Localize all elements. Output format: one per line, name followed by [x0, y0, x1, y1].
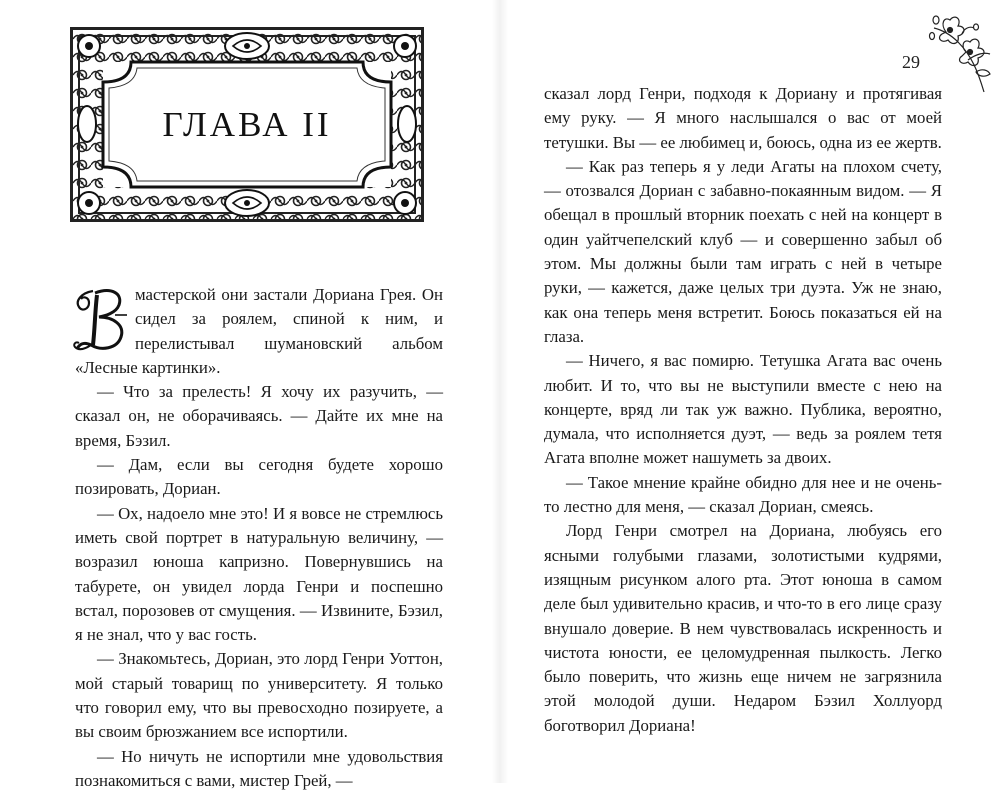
left-page-text	[75, 283, 443, 793]
chapter-heading-frame	[70, 27, 424, 222]
left-page	[0, 0, 500, 790]
paragraph-2: — Что за прелесть! Я хочу их разучить, — сказал он, не оборачиваясь. — Дайте их мне на время, Бэзил.	[75, 382, 443, 450]
paragraph-10: — Такое мнение крайне обидно для нее и не очень-то лестно для меня, — сказал Дориан, смеясь.	[544, 472, 942, 517]
page-number: 29	[902, 52, 920, 72]
paragraph-6: — Но ничуть не испортили мне удовольствия познакомиться с вами, мистер Грей, —	[75, 746, 443, 790]
paragraph-11: Лорд Генри смотрел на Дориана, любуясь его ясными голубыми глазами, золотистыми кудрями, изящным рисунком алого рта. Этот юноша в самом деле был удивительно красив, и что-то в его лице сразу внушало доверие. В нем чувствовалась искренность и чистота юности, ее целомудренная пылкость. Легко было поверить, что жизнь еще ничем не загрязнила этой молодой души. Недаром Бэзил Холлуорд боготворил Дориана!	[544, 521, 942, 735]
right-page-text	[544, 82, 942, 738]
paragraph-5: — Знакомьтесь, Дориан, это лорд Генри Уоттон, мой старый товарищ по университету. Я только что говорил ему, что вы превосходно позируете, а вы своим брюзжанием все испортили.	[75, 649, 443, 742]
dropcap-letter-icon	[71, 285, 129, 355]
paragraph-1: мастерской они застали Дориана Грея. Он сидел за роялем, спиной к ним, и перелистывал шумановский альбом «Лесные картинки».	[75, 285, 443, 377]
paragraph-9: — Ничего, я вас помирю. Тетушка Агата вас очень любит. И то, что вы не выступили вместе с нею на концерте, вряд ли так уж важно. Публика, вероятно, думала, что исполняется дуэт, — ведь за роялем тетя Агата вполне может нашуметь за двоих.	[544, 351, 942, 468]
right-page	[500, 0, 1001, 783]
paragraph-8: — Как раз теперь я у леди Агаты на плохом счету, — отозвался Дориан с забавно-покаянным видом. — Я обещал в прошлый вторник поехать с ней на концерт в один уайтчепелский клуб — и совершенно забыл об этом. Мы должны были там играть с ней в четыре руки, — кажется, даже целых три дуэта. Уж не знаю, как она теперь меня встретит. Боюсь показаться ей на глаза.	[544, 156, 942, 346]
paragraph-7: сказал лорд Генри, подходя к Дориану и протягивая ему руку. — Я много наслышался о вас от моей тетушки. Вы — ее любимец и, боюсь, одна из ее жертв.	[544, 84, 942, 152]
chapter-title: ГЛАВА II	[162, 104, 332, 144]
paragraph-3: — Дам, если вы сегодня будете хорошо позировать, Дориан.	[75, 455, 443, 499]
paragraph-4: — Ох, надоело мне это! И я вовсе не стремлюсь иметь свой портрет в натуральную величину, — возразил юноша капризно. Повернувшись на табурете, он увидел лорда Генри и поспешно встал, порозовев от смущения. — Извините, Бэзил, я не знал, что у вас гость.	[75, 503, 443, 645]
